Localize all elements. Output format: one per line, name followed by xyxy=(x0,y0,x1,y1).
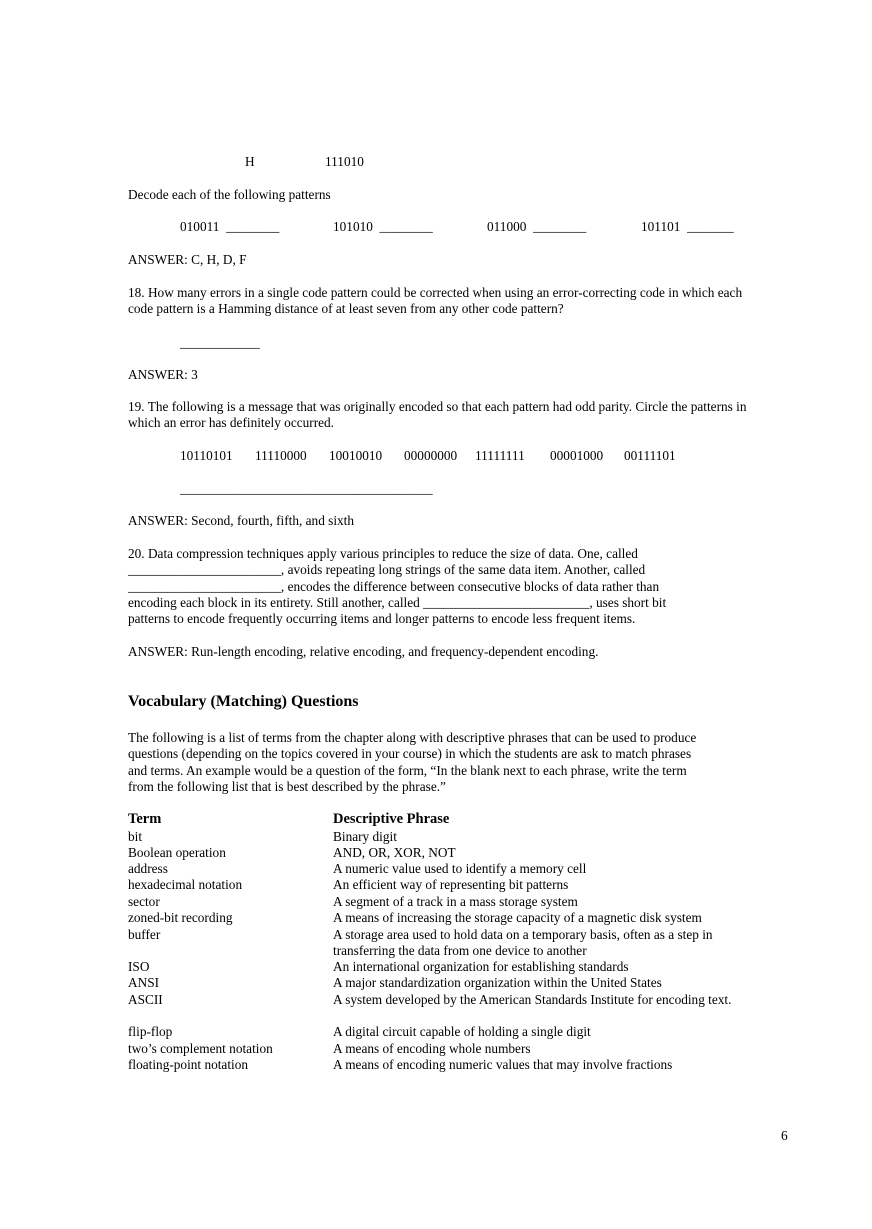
parity-pattern: 00111101 xyxy=(624,448,676,463)
vocab-phrase: A system developed by the American Standards Institute for encoding text. xyxy=(333,992,732,1007)
vocab-phrase: A storage area used to hold data on a temporary basis, often as a step in transferring the data from one device to another xyxy=(333,927,713,959)
vocab-phrase: A means of encoding numeric values that may involve fractions xyxy=(333,1057,673,1072)
vocab-term: buffer xyxy=(128,927,161,942)
q17-answer: ANSWER: C, H, D, F xyxy=(128,252,247,267)
decode-pattern: 101010 ________ xyxy=(333,219,433,234)
vocab-phrase: A means of increasing the storage capacity of a magnetic disk system xyxy=(333,910,702,925)
parity-pattern: 00001000 xyxy=(550,448,604,463)
vocab-term: ANSI xyxy=(128,975,160,990)
parity-pattern: 10010010 xyxy=(329,448,383,463)
vocab-term: ASCII xyxy=(128,992,163,1007)
section-heading: Vocabulary (Matching) Questions xyxy=(128,693,359,710)
vocab-phrase: A digital circuit capable of holding a single digit xyxy=(333,1024,591,1039)
vocab-phrase: A numeric value used to identify a memory cell xyxy=(333,861,587,876)
vocab-term: hexadecimal notation xyxy=(128,877,243,892)
vocab-term: floating-point notation xyxy=(128,1057,249,1072)
vocab-term: two’s complement notation xyxy=(128,1041,273,1056)
vocab-term: flip-flop xyxy=(128,1024,173,1039)
decode-pattern: 101101 _______ xyxy=(641,219,734,234)
q17-prompt: Decode each of the following patterns xyxy=(128,187,331,202)
vocab-phrase: An international organization for establishing standards xyxy=(333,959,629,974)
page-number: 6 xyxy=(781,1128,788,1143)
parity-pattern: 11111111 xyxy=(475,448,525,463)
q19-answer: ANSWER: Second, fourth, fifth, and sixth xyxy=(128,513,355,528)
vocab-term: ISO xyxy=(128,959,150,974)
vocab-term: Boolean operation xyxy=(128,845,226,860)
vocab-phrase: An efficient way of representing bit patterns xyxy=(333,877,569,892)
q20-line: _______________________, avoids repeating long strings of the same data item. Another, called xyxy=(128,562,646,577)
q18-question: 18. How many errors in a single code pattern could be corrected when using an error-correcting code in which each code pattern is a Hamming distance of at least seven from any other code pattern? xyxy=(128,285,743,317)
q18-answer: ANSWER: 3 xyxy=(128,367,198,382)
vocab-term: zoned-bit recording xyxy=(128,910,233,925)
q20-answer: ANSWER: Run-length encoding, relative encoding, and frequency-dependent encoding. xyxy=(128,644,599,659)
q19-question: 19. The following is a message that was originally encoded so that each pattern had odd parity. Circle the patterns in which an error has definitely occurred. xyxy=(128,399,747,431)
vocab-term: sector xyxy=(128,894,160,909)
code-letter: H xyxy=(245,154,255,169)
q20-line: _______________________, encodes the difference between consecutive blocks of data rather than xyxy=(128,579,660,594)
vocab-phrase: A segment of a track in a mass storage system xyxy=(333,894,578,909)
parity-pattern: 00000000 xyxy=(404,448,458,463)
vocab-phrase: A means of encoding whole numbers xyxy=(333,1041,531,1056)
column-header-phrase: Descriptive Phrase xyxy=(333,811,450,827)
vocab-intro-line: questions (depending on the topics covered in your course) in which the students are ask to match phrases xyxy=(128,746,692,761)
decode-pattern: 011000 ________ xyxy=(487,219,587,234)
q20-line: patterns to encode frequently occurring items and longer patterns to encode less frequent items. xyxy=(128,611,636,626)
vocab-term: bit xyxy=(128,829,143,844)
q19-answer-blank: ______________________________________ xyxy=(180,481,433,496)
code-pattern: 111010 xyxy=(325,154,364,169)
q20-line: encoding each block in its entirety. Still another, called _________________________, uses short bit xyxy=(128,595,667,610)
vocab-intro-line: from the following list that is best described by the phrase.” xyxy=(128,779,446,794)
q20-line: 20. Data compression techniques apply various principles to reduce the size of data. One, called xyxy=(128,546,638,561)
parity-pattern: 10110101 xyxy=(180,448,233,463)
parity-pattern: 11110000 xyxy=(255,448,307,463)
vocab-phrase: AND, OR, XOR, NOT xyxy=(333,845,456,860)
column-header-term: Term xyxy=(128,811,162,827)
vocab-term: address xyxy=(128,861,168,876)
decode-pattern: 010011 ________ xyxy=(180,219,280,234)
vocab-phrase: A major standardization organization within the United States xyxy=(333,975,662,990)
vocab-intro-line: and terms. An example would be a question of the form, “In the blank next to each phrase, write the term xyxy=(128,763,687,778)
vocab-phrase: Binary digit xyxy=(333,829,397,844)
q18-answer-blank: ____________ xyxy=(180,335,260,350)
vocab-intro-line: The following is a list of terms from the chapter along with descriptive phrases that can be used to produce xyxy=(128,730,697,745)
